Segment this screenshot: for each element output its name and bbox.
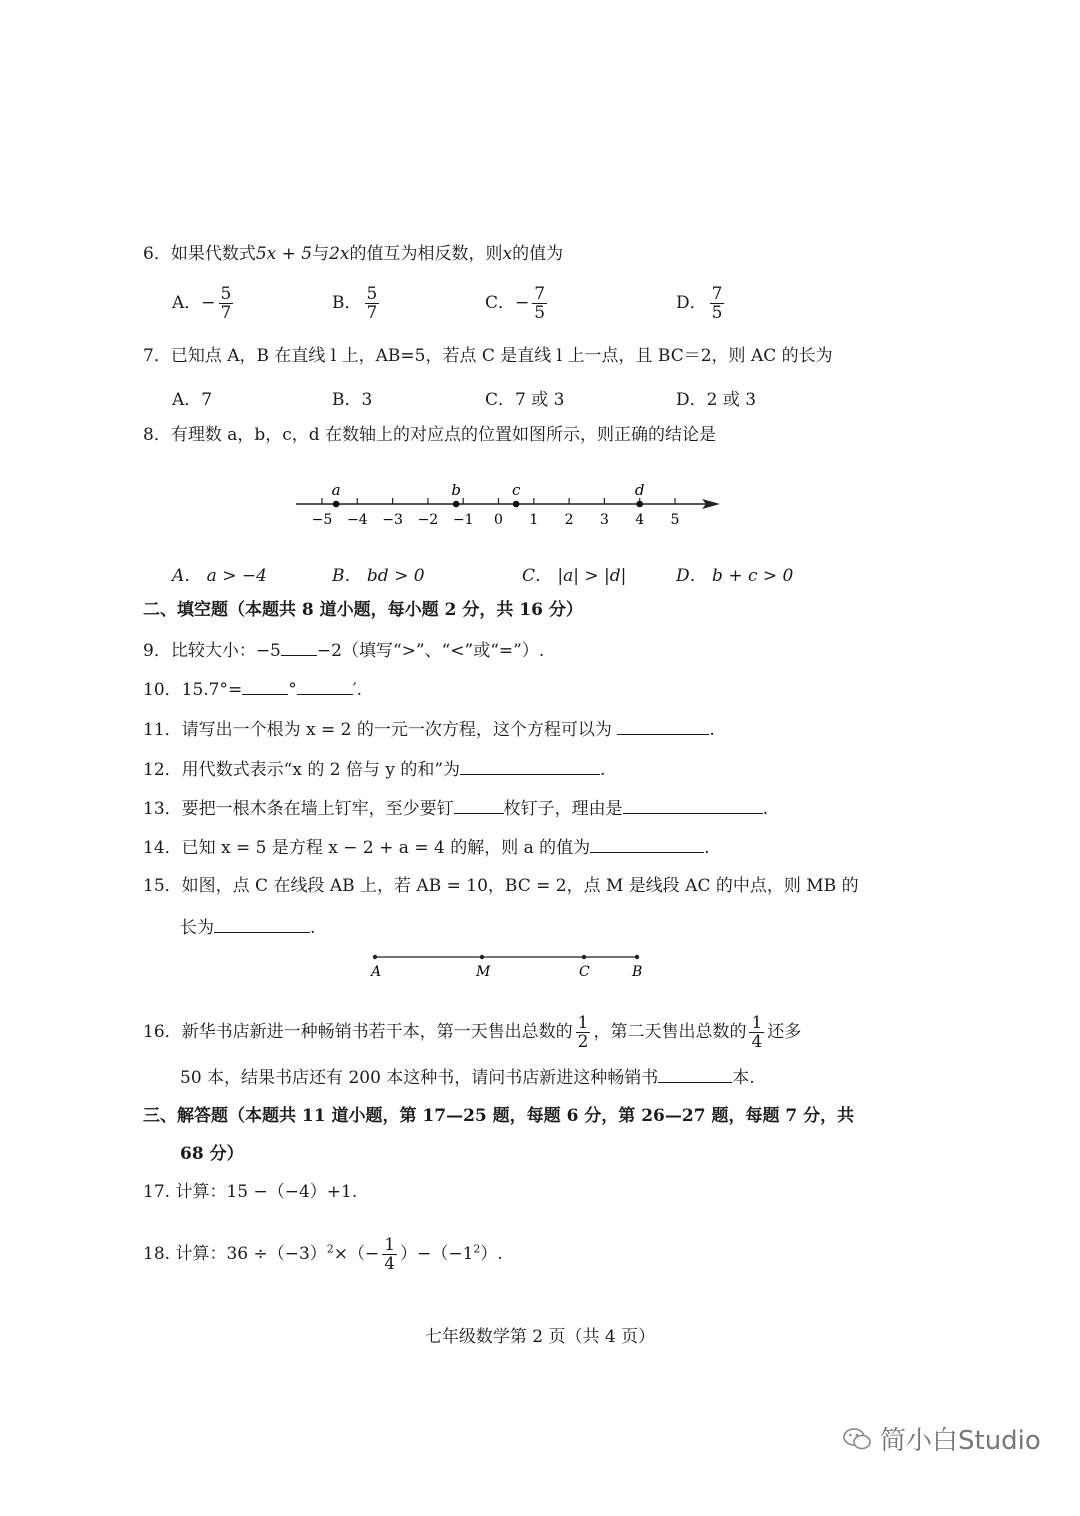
question-7-option-a: A．7	[172, 390, 213, 410]
question-7-option-c: C．7 或 3	[485, 390, 565, 410]
watermark	[842, 1420, 1041, 1457]
section-2-heading: 二、填空题（本题共 8 道小题，每小题 2 分，共 16 分）	[143, 600, 583, 620]
axis-point-b	[453, 501, 460, 508]
question-15-answer-line: 长为 .	[180, 918, 316, 938]
question-7-option-d: D．2 或 3	[676, 390, 757, 410]
axis-tick-label: −5	[311, 512, 333, 528]
axis-tick-label: 5	[670, 512, 680, 528]
axis-point-label-d: d	[634, 481, 645, 499]
question-6-text: 6．如果代数式5x + 5与2x的值互为相反数，则x的值为	[143, 244, 564, 264]
question-12: 12．用代数式表示“x 的 2 倍与 y 的和”为 .	[143, 760, 606, 780]
segment-figure	[360, 944, 660, 984]
axis-tick-label: −3	[382, 512, 403, 528]
question-13: 13．要把一根木条在墙上钉牢，至少要钉 枚钉子，理由是 .	[143, 799, 769, 819]
point-c	[582, 955, 586, 959]
axis-tick-label: 4	[635, 512, 645, 528]
axis-tick-label: 0	[494, 512, 503, 528]
page-footer: 七年级数学第 2 页（共 4 页）	[424, 1327, 656, 1347]
axis-point-label-a: a	[331, 481, 341, 499]
number-line-figure	[280, 470, 740, 534]
question-6-option-d: D． $\frac{7}{5}$	[676, 284, 723, 323]
question-16-continued: 50 本，结果书店还有 200 本这种书，请问书店新进这种畅销书 本.	[180, 1068, 755, 1088]
question-6-option-b: B． $\frac{5}{7}$	[332, 284, 378, 323]
point-b	[635, 955, 639, 959]
question-10: 10．15.7°= ° ′.	[143, 680, 362, 700]
question-6-option-c: C．− $\frac{7}{5}$	[485, 284, 546, 323]
watermark-text: 简小白Studio	[880, 1426, 1041, 1456]
axis-tick-label: −2	[417, 512, 439, 528]
question-8-option-a: A． a > −4	[172, 566, 267, 586]
axis-tick-label: 1	[529, 512, 539, 528]
point-a	[373, 955, 377, 959]
segment-label-a: A	[371, 964, 382, 980]
axis-tick-label: −4	[346, 512, 368, 528]
question-17: 17. 计算：15 −（−4）+1.	[143, 1182, 358, 1202]
segment-label-m: M	[476, 964, 491, 980]
segment-label-c: C	[579, 964, 590, 980]
question-16: 16．新华书店新进一种畅销书若干本，第一天售出总数的 $\frac{1}{2}$ ，第二天售出总数的 $\frac{1}{4}$ 还多	[143, 1013, 802, 1052]
question-14: 14．已知 x = 5 是方程 x − 2 + a = 4 的解，则 a 的值为 .	[143, 838, 710, 858]
question-8-option-d: D． b + c > 0	[676, 566, 794, 586]
question-15: 15．如图，点 C 在线段 AB 上，若 AB = 10，BC = 2，点 M 是线段 AC 的中点，则 MB 的	[143, 876, 859, 896]
question-8-text: 8．有理数 a，b，c，d 在数轴上的对应点的位置如图所示，则正确的结论是	[143, 425, 717, 445]
question-9: 9．比较大小：−5 −2（填写“>”、“<”或“=”）.	[143, 641, 545, 661]
section-3-heading: 三、解答题（本题共 11 道小题，第 17—25 题，每题 6 分，第 26—27 题，每题 7 分，共	[143, 1106, 855, 1126]
question-11: 11．请写出一个根为 x = 2 的一元一次方程，这个方程可以为 .	[143, 720, 715, 740]
question-6-option-a: A．− $\frac{5}{7}$	[172, 284, 232, 323]
wechat-icon	[842, 1426, 872, 1452]
question-7-option-b: B．3	[332, 390, 373, 410]
axis-tick-label: 3	[599, 512, 609, 528]
axis-point-label-b: b	[451, 481, 461, 499]
axis-point-c	[513, 501, 520, 508]
question-8-option-b: B． bd > 0	[332, 566, 425, 586]
axis-point-d	[636, 501, 643, 508]
section-3-heading-continued: 68 分）	[180, 1144, 244, 1164]
segment-label-b: B	[632, 964, 643, 980]
point-m	[480, 955, 484, 959]
axis-point-label-c: c	[511, 481, 521, 499]
axis-tick-label: 2	[564, 512, 574, 528]
question-8-option-c: C． |a| > |d|	[522, 566, 627, 586]
question-7-text: 7．已知点 A，B 在直线 l 上，AB=5，若点 C 是直线 l 上一点，且 BC＝2，则 AC 的长为	[143, 346, 833, 366]
axis-point-a	[333, 501, 340, 508]
axis-tick-label: −1	[452, 512, 474, 528]
question-18: 18. 计算：$36 \div(-3)^2\times(-$ $\frac{1}{4}$ ）$-(-1^2)$.	[143, 1235, 503, 1274]
